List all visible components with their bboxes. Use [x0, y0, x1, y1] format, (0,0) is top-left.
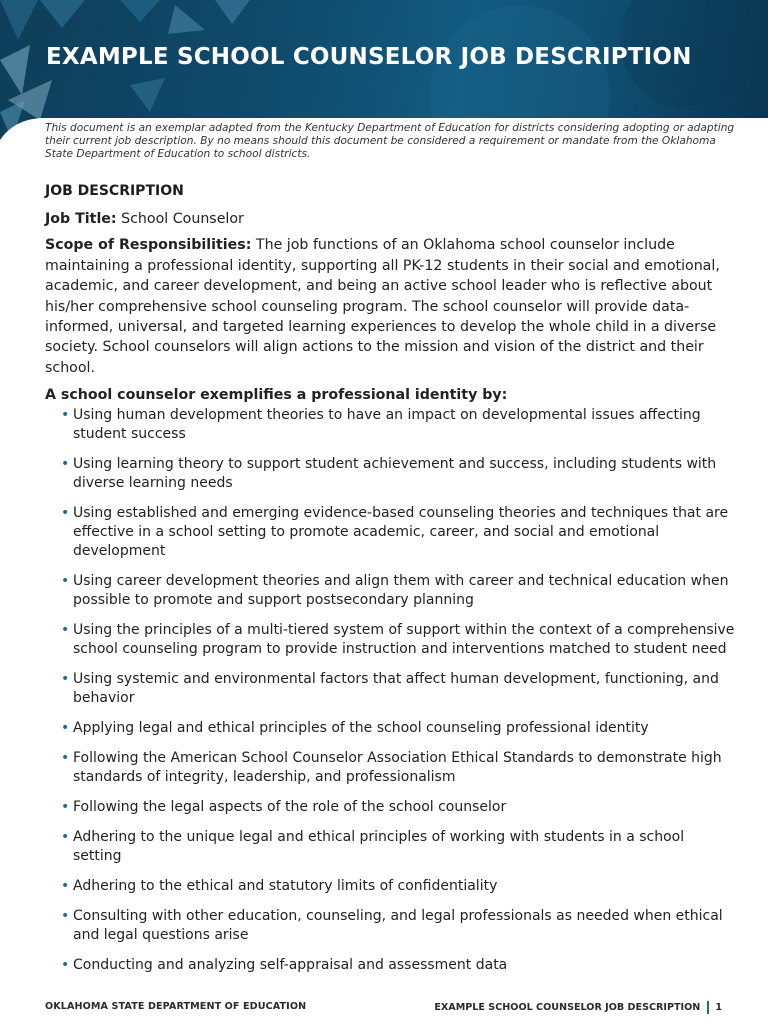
footer-divider [707, 1001, 709, 1014]
footer-doc-info [434, 1001, 722, 1014]
scope-label: Scope of Responsibilities: [45, 237, 252, 254]
bullet-icon: • [61, 749, 70, 766]
list-item [45, 719, 735, 738]
shape-triangle [0, 0, 38, 40]
bullet-icon: • [61, 621, 70, 638]
footer-org: OKLAHOMA STATE DEPARTMENT OF EDUCATION [45, 1001, 307, 1012]
list-item [45, 907, 735, 945]
list-item-text: Using the principles of a multi-tiered system of support within the context of a comprehensive school counseling program to provide instruction and interventions matched to student need [73, 621, 735, 657]
list-item-text: Conducting and analyzing self-appraisal and assessment data [73, 956, 508, 973]
bullet-icon: • [61, 907, 70, 924]
job-title-label: Job Title: [45, 211, 117, 227]
main-content [45, 181, 735, 986]
job-title-value: School Counselor [121, 211, 244, 227]
list-item-text: Using career development theories and align them with career and technical education when possible to promote and support postsecondary planning [73, 572, 729, 608]
intro-disclaimer: This document is an exemplar adapted from the Kentucky Department of Education for districts considering adopting or adapting their current job description. By no means should this document be considered a requirement or mandate from the Oklahoma State Department of Education to school districts. [45, 122, 735, 160]
footer-doc-title: EXAMPLE SCHOOL COUNSELOR JOB DESCRIPTION [434, 1002, 701, 1013]
bullet-icon: • [61, 670, 70, 687]
job-title-line [45, 209, 735, 229]
bullet-icon: • [61, 828, 70, 845]
list-item-text: Consulting with other education, counseling, and legal professionals as needed when ethical and legal questions arise [73, 907, 723, 943]
shape-triangle [168, 5, 205, 34]
list-item [45, 798, 735, 817]
list-item-text: Using learning theory to support student achievement and success, including students with diverse learning needs [73, 455, 717, 491]
list-item-text: Using human development theories to have an impact on developmental issues affecting student success [73, 406, 701, 442]
list-item [45, 956, 735, 975]
bullet-icon: • [61, 798, 70, 815]
list-item [45, 572, 735, 610]
list-item-text: Following the legal aspects of the role of the school counselor [73, 798, 507, 815]
responsibility-list [45, 406, 735, 975]
list-item [45, 455, 735, 493]
list-item-text: Following the American School Counselor Association Ethical Standards to demonstrate high standards of integrity, leadership, and professionalism [73, 749, 722, 785]
bullet-icon: • [61, 455, 70, 472]
list-item [45, 670, 735, 708]
bullet-icon: • [61, 572, 70, 589]
list-item [45, 406, 735, 444]
list-item [45, 749, 735, 787]
scope-text: The job functions of an Oklahoma school counselor include maintaining a professional identity, supporting all PK-12 students in their social and emotional, academic, and career development, and being an active school leader who is reflective about his/her comprehensive school counseling program. The school counselor will provide data-informed, universal, and targeted learning experiences to develop the whole child in a diverse society. School counselors will align actions to the mission and vision of the district and their school. [45, 237, 720, 376]
shape-triangle [0, 45, 30, 95]
list-item [45, 621, 735, 659]
list-item [45, 828, 735, 866]
list-heading: A school counselor exemplifies a professional identity by: [45, 387, 508, 404]
list-item-text: Adhering to the unique legal and ethical principles of working with students in a school setting [73, 828, 685, 864]
bullet-icon: • [61, 877, 70, 894]
list-item-text: Adhering to the ethical and statutory limits of confidentiality [73, 877, 498, 894]
page-number: 1 [715, 1002, 722, 1013]
list-item-text: Applying legal and ethical principles of the school counseling professional identity [73, 719, 649, 736]
shape-triangle [130, 78, 165, 112]
section-heading: JOB DESCRIPTION [45, 183, 184, 199]
page-footer [0, 997, 768, 1017]
shape-triangle [40, 0, 85, 28]
bullet-icon: • [61, 719, 70, 736]
list-item-text: Using systemic and environmental factors that affect human development, functioning, and behavior [73, 670, 719, 706]
page-title: EXAMPLE SCHOOL COUNSELOR JOB DESCRIPTION [46, 44, 692, 70]
list-item [45, 504, 735, 561]
bullet-icon: • [61, 504, 70, 521]
shape-triangle [120, 0, 160, 22]
list-item [45, 877, 735, 896]
shape-triangle [215, 0, 250, 24]
list-item-text: Using established and emerging evidence-based counseling theories and techniques that are effective in a school setting to promote academic, career, and social and emotional development [73, 504, 729, 559]
bullet-icon: • [61, 406, 70, 423]
bullet-icon: • [61, 956, 70, 973]
scope-paragraph [45, 235, 735, 378]
